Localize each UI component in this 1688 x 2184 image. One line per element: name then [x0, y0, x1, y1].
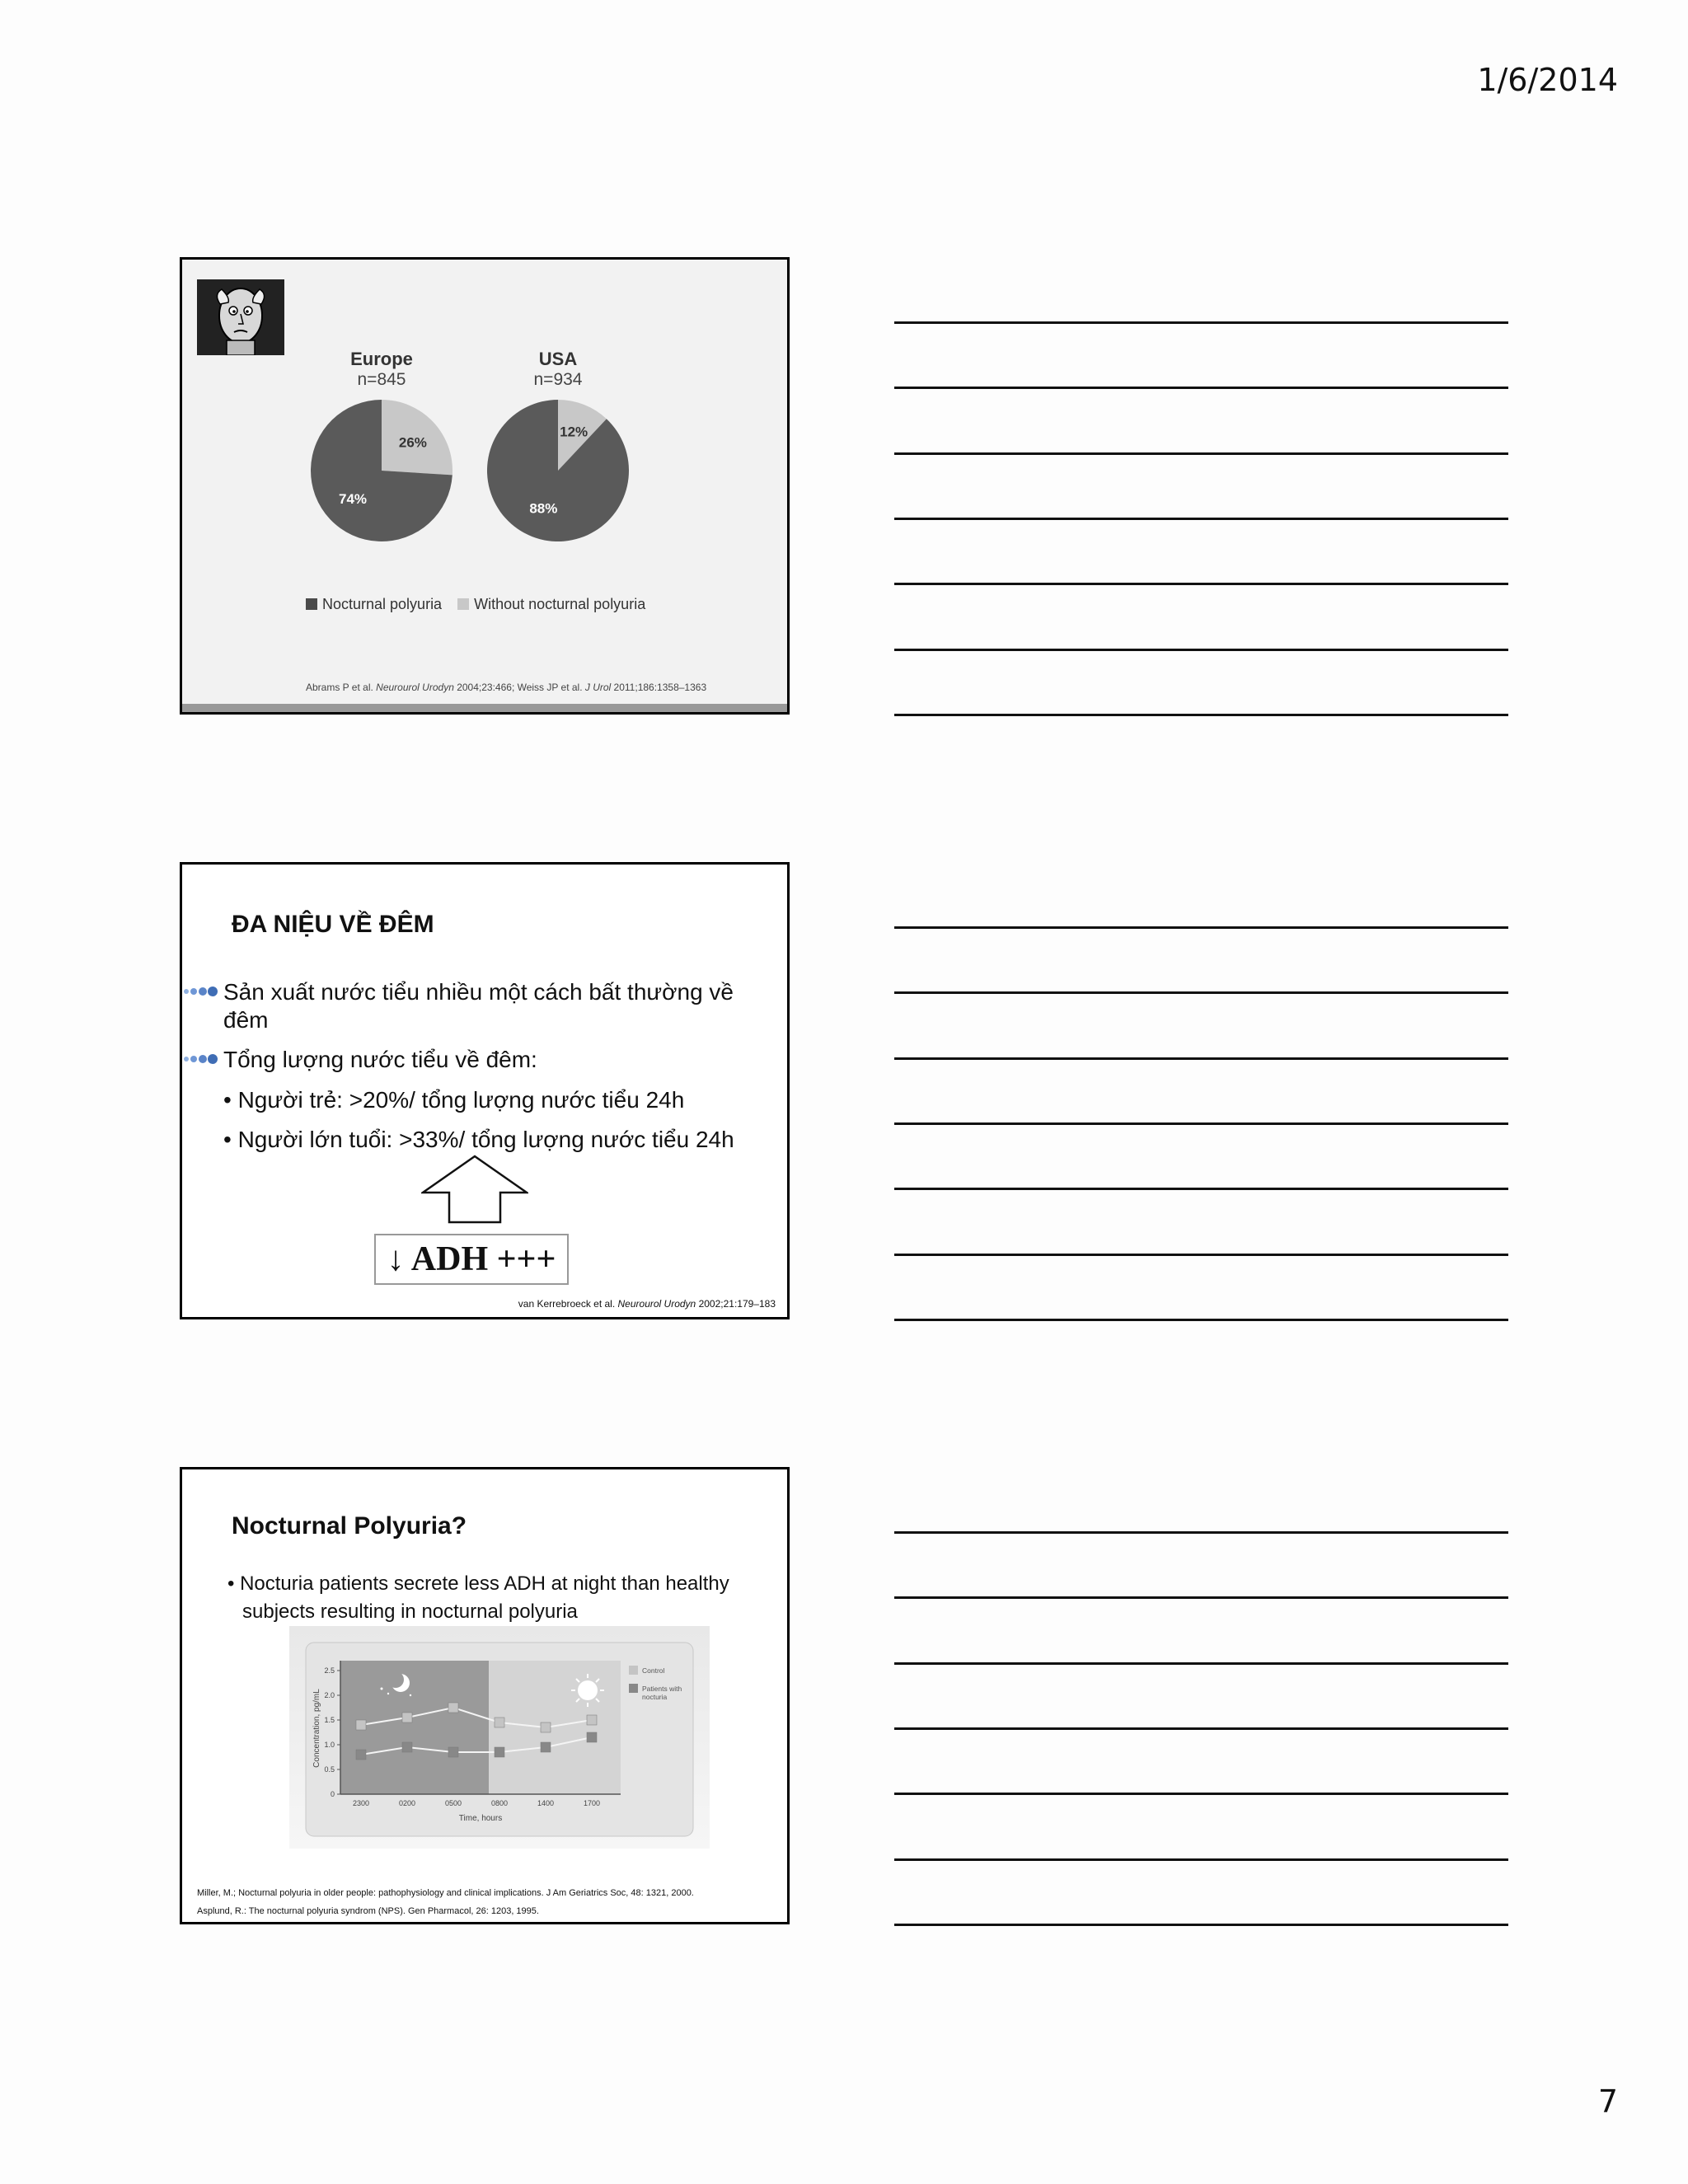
legend-label: Patients with	[642, 1685, 682, 1693]
note-line	[894, 1662, 1508, 1665]
legend-label: Control	[642, 1666, 665, 1675]
page-number: 7	[1597, 2083, 1618, 2120]
pie-usa	[480, 349, 636, 545]
data-point	[541, 1742, 551, 1752]
data-point	[402, 1742, 412, 1752]
bullet-text-continued: subjects resulting in nocturnal polyuria	[242, 1601, 578, 1623]
citation-text: 2002;21:179–183	[696, 1298, 776, 1310]
note-line	[894, 1122, 1508, 1125]
slide-title: Nocturnal Polyuria?	[232, 1512, 467, 1540]
x-tick-label: 0500	[444, 1799, 462, 1807]
y-tick-label: 2.5	[324, 1666, 335, 1675]
note-line	[894, 321, 1508, 324]
y-tick-label: 1.5	[324, 1716, 335, 1724]
citation-text: van Kerrebroeck et al.	[518, 1298, 618, 1310]
page-date: 1/6/2014	[1477, 62, 1618, 98]
up-arrow-icon	[421, 1155, 528, 1224]
slide-2-nocturnal-polyuria-definition	[180, 862, 790, 1319]
citation-journal: Neurourol Urodyn	[376, 682, 454, 693]
bullet-item	[223, 1046, 759, 1074]
bullet-item	[223, 978, 759, 1034]
pie-europe	[303, 349, 460, 545]
x-tick-label: 2300	[352, 1799, 370, 1807]
citation-text: 2004;23:466; Weiss JP et al.	[453, 682, 585, 693]
note-line	[894, 1531, 1508, 1534]
reference-2: Asplund, R.: The nocturnal polyuria syndrom (NPS). Gen Pharmacol, 26: 1203, 1995.	[197, 1906, 539, 1916]
pie-legend	[306, 596, 645, 613]
legend-label: Without nocturnal polyuria	[474, 596, 646, 612]
legend-label-cont: nocturia	[642, 1693, 668, 1701]
note-line	[894, 926, 1508, 929]
pie-slice-label: 74%	[338, 490, 368, 507]
y-axis-label: Concentration, pg/mL	[312, 1689, 321, 1768]
slide2-citation	[518, 1298, 776, 1310]
bullet-dots-icon	[182, 984, 218, 999]
y-tick-label: 2.0	[324, 1691, 335, 1699]
bullet-text: Tổng lượng nước tiểu về đêm:	[223, 1047, 537, 1072]
legend-label: Nocturnal polyuria	[322, 596, 443, 612]
pie-chart	[307, 396, 456, 545]
note-line	[894, 1188, 1508, 1190]
adh-box: ↓ ADH +++	[374, 1234, 569, 1285]
data-point	[448, 1703, 458, 1713]
x-axis-label: Time, hours	[458, 1814, 503, 1823]
bullet-text: • Nocturia patients secrete less ADH at night than healthy	[227, 1572, 729, 1595]
note-line	[894, 1596, 1508, 1599]
note-line	[894, 518, 1508, 520]
bullet-text: Sản xuất nước tiểu nhiều một cách bất thường về đêm	[223, 979, 734, 1033]
sub-bullet: • Người trẻ: >20%/ tổng lượng nước tiểu 24h	[223, 1087, 685, 1113]
x-tick-label: 0200	[398, 1799, 416, 1807]
citation-journal: Neurourol Urodyn	[617, 1298, 696, 1310]
note-line	[894, 1924, 1508, 1926]
citation-text: Abrams P et al.	[306, 682, 377, 693]
y-tick-label: 0	[330, 1790, 335, 1798]
sub-bullet: • Người lớn tuổi: >33%/ tổng lượng nước tiểu 24h	[223, 1127, 734, 1152]
x-tick-label: 0800	[490, 1799, 509, 1807]
note-line	[894, 1858, 1508, 1861]
note-line	[894, 583, 1508, 585]
data-point	[495, 1747, 504, 1757]
bullet-dots-icon	[182, 1052, 218, 1066]
bullet-item	[227, 1570, 763, 1626]
pie-chart	[484, 396, 632, 545]
data-point	[587, 1732, 597, 1742]
data-point	[356, 1720, 366, 1730]
slide-1-europe-usa-pies	[180, 257, 790, 715]
note-line	[894, 714, 1508, 716]
pie-slice-label: 12%	[560, 424, 588, 440]
note-line	[894, 1319, 1508, 1321]
citation-journal: J Urol	[584, 682, 612, 693]
day-region	[489, 1661, 621, 1794]
reference-1: Miller, M.; Nocturnal polyuria in older people: pathophysiology and clinical implications. J Am Geriatrics Soc, 48: 1321, 2000.	[197, 1888, 694, 1898]
x-tick-label: 1400	[537, 1799, 555, 1807]
slide-3-adh-curve	[180, 1467, 790, 1924]
note-line	[894, 1793, 1508, 1795]
y-tick-label: 0.5	[324, 1765, 335, 1774]
cartoon-face-icon	[197, 279, 284, 355]
pie-slice-label: 88%	[529, 500, 558, 517]
note-line	[894, 387, 1508, 389]
note-line	[894, 1727, 1508, 1730]
data-point	[402, 1713, 412, 1722]
data-point	[541, 1722, 551, 1732]
legend-swatch	[457, 598, 469, 610]
pie-title: USA	[538, 349, 578, 369]
citation-text: 2011;186:1358–1363	[611, 682, 707, 693]
pie-slice-label: 26%	[398, 434, 427, 451]
data-point	[448, 1747, 458, 1757]
data-point	[495, 1718, 504, 1727]
slide-bottom-bar	[182, 704, 787, 712]
pie-slice	[487, 400, 629, 541]
note-line	[894, 452, 1508, 455]
data-point	[587, 1715, 597, 1725]
note-line	[894, 991, 1508, 994]
note-line	[894, 1254, 1508, 1256]
pie-sample-size: n=934	[533, 370, 583, 389]
slide1-citation	[306, 682, 706, 693]
pie-sample-size: n=845	[357, 370, 406, 389]
slide-title: ĐA NIỆU VỀ ĐÊM	[232, 911, 434, 938]
data-point	[356, 1750, 366, 1760]
legend-swatch	[629, 1684, 638, 1693]
adh-line-chart	[289, 1626, 710, 1849]
pie-title: Europe	[350, 349, 413, 369]
legend-swatch	[629, 1666, 638, 1675]
legend-swatch	[306, 598, 317, 610]
note-line	[894, 1057, 1508, 1060]
x-tick-label: 1700	[583, 1799, 601, 1807]
note-line	[894, 649, 1508, 651]
y-tick-label: 1.0	[324, 1741, 335, 1749]
